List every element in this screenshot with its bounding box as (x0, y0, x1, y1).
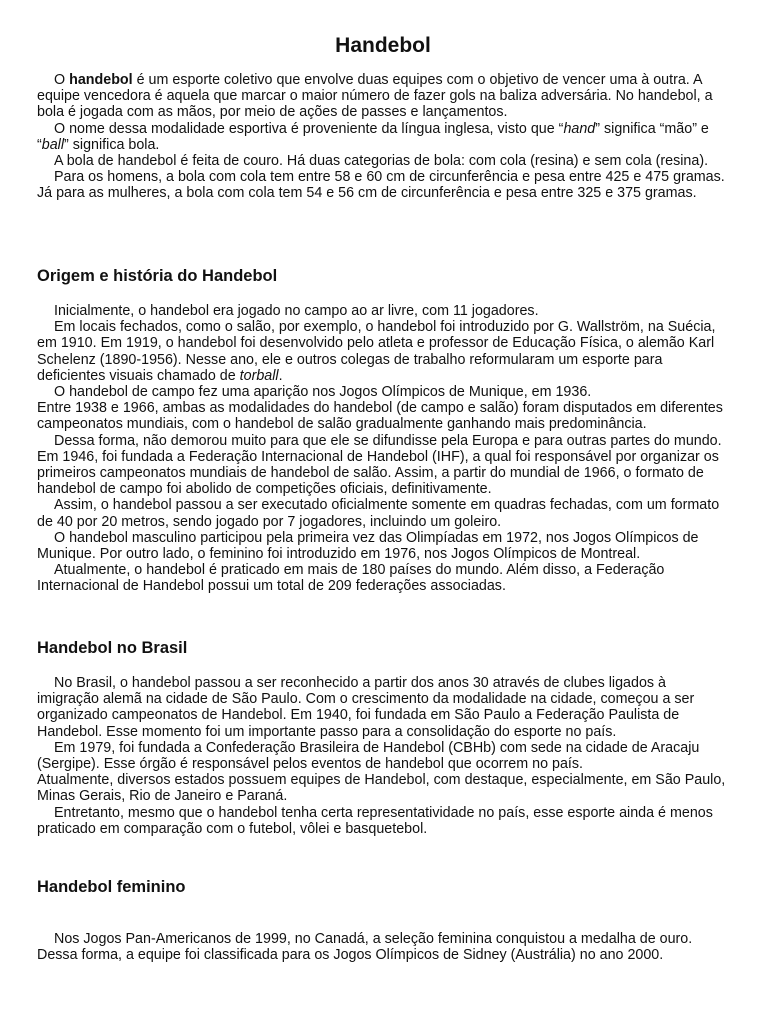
brasil-paragraph-4: Entretanto, mesmo que o handebol tenha certa representatividade no país, esse esporte ainda é menos praticado em comparação com o futebol, vôlei e basquetebol. (37, 804, 713, 837)
intro-p1-post: é um esporte coletivo que envolve duas equipes com o objetivo de vencer uma à outra. A equipe vencedora é aquela que marcar o maior número de fazer gols na baliza adversária. No handebol, a bola é jogada com as mãos, por meio de ações de passes e lançamentos. (37, 72, 713, 121)
brasil-paragraph-2: Em 1979, foi fundada a Confederação Brasileira de Handebol (CBHb) com sede na cidade de Aracaju (Sergipe). Esse órgão é responsável pelos eventos de handebol que ocorrem no país. (37, 739, 700, 773)
origem-p2-a: Em locais fechados, como o salão, por exemplo, o handebol foi introduzido por G. Wallström, na Suécia, em 1910. Em 1919, o handebol foi desenvolvido pelo atleta e professor de Educação Física, o alemão Karl Schelenz (1890-1956). Nesse ano, ele e outros colegas de trabalho reformularam um esporte para deficientes visuais chamado de (37, 319, 716, 384)
brasil-paragraph-1: No Brasil, o handebol passou a ser reconhecido a partir dos anos 30 através de clubes ligados à imigração alemã na cidade de São Paulo. Com o crescimento da modalidade na cidade, começou a ser organizado campeonatos de Handebol. Em 1940, foi fundada em São Paulo a Federação Paulista de Handebol. Esse momento foi um importante passo para a consolidação do esporte no país. (37, 675, 695, 740)
origem-paragraph-7: O handebol masculino participou pela primeira vez das Olimpíadas em 1972, nos Jogos Olímpicos de Munique. Por outro lado, o feminino foi introduzido em 1976, nos Jogos Olímpicos de Montreal. (37, 529, 699, 563)
intro-paragraph-3: A bola de handebol é feita de couro. Há duas categorias de bola: com cola (resina) e sem cola (resina). (54, 153, 709, 170)
origem-paragraph-1: Inicialmente, o handebol era jogado no campo ao ar livre, com 11 jogadores. (54, 303, 539, 319)
intro-section (37, 72, 729, 202)
origem-paragraph-8: Atualmente, o handebol é praticado em mais de 180 países do mundo. Além disso, a Federação Internacional de Handebol possui um total de 209 federações associadas. (37, 562, 665, 595)
intro-p1-pre: O (54, 72, 70, 88)
intro-paragraph-2 (37, 121, 729, 153)
intro-p1-bold-term: handebol (69, 72, 133, 88)
feminino-paragraph-1: Nos Jogos Pan-Americanos de 1999, no Canadá, a seleção feminina conquistou a medalha de ouro. Dessa forma, a equipe foi classificada para os Jogos Olímpicos de Sidney (Austrália) no ano 2000. (37, 931, 693, 964)
intro-p2-hand: hand (563, 120, 596, 137)
origem-paragraph-2 (37, 319, 729, 384)
origem-p2-b: . (278, 367, 283, 384)
intro-p2-c: ” significa bola. (64, 136, 160, 153)
intro-paragraph-4: Para os homens, a bola com cola tem entre 58 e 60 cm de circunferência e pesa entre 425 e 475 gramas. Já para as mulheres, a bola com cola tem 54 e 56 cm de circunferência e pesa entre 325 e 375 gramas. (37, 169, 725, 202)
feminino-section (37, 931, 729, 963)
origem-paragraph-5: Dessa forma, não demorou muito para que ele se difundisse pela Europa e para outras partes do mundo. Em 1946, foi fundada a Federação Internacional de Handebol (IHF), a qual foi responsável por organizar os primeiros campeonatos mundiais de handebol de salão. Assim, a partir do mundial de 1966, o formato de handebol de campo foi abolido de competições oficiais, definitivamente. (37, 432, 722, 498)
brasil-section (37, 675, 729, 837)
intro-p2-b: ” significa “mão” e “ (37, 120, 709, 153)
brasil-paragraph-3: Atualmente, diversos estados possuem equipes de Handebol, com destaque, especialmente, em São Paulo, Minas Gerais, Rio de Janeiro e Paraná. (37, 772, 726, 805)
origem-section (37, 303, 729, 595)
heading-origem: Origem e história do Handebol (37, 267, 278, 285)
origem-p2-torball: torball (239, 367, 279, 384)
intro-p2-ball: ball (41, 136, 65, 153)
heading-feminino: Handebol feminino (37, 878, 186, 896)
intro-p2-a: O nome dessa modalidade esportiva é proveniente da língua inglesa, visto que “ (54, 120, 564, 137)
origem-paragraph-4: Entre 1938 e 1966, ambas as modalidades do handebol (de campo e salão) foram disputados em diferentes campeonatos mundiais, com o handebol de salão gradualmente ganhando mais predominância. (37, 400, 723, 433)
heading-brasil: Handebol no Brasil (37, 639, 188, 657)
origem-paragraph-3: O handebol de campo fez uma aparição nos Jogos Olímpicos de Munique, em 1936. (54, 384, 592, 401)
origem-paragraph-6: Assim, o handebol passou a ser executado oficialmente somente em quadras fechadas, com um formato de 40 por 20 metros, sendo jogado por 7 jogadores, incluindo um goleiro. (37, 497, 720, 530)
page-title: Handebol (335, 34, 431, 57)
intro-paragraph-1 (37, 72, 729, 121)
